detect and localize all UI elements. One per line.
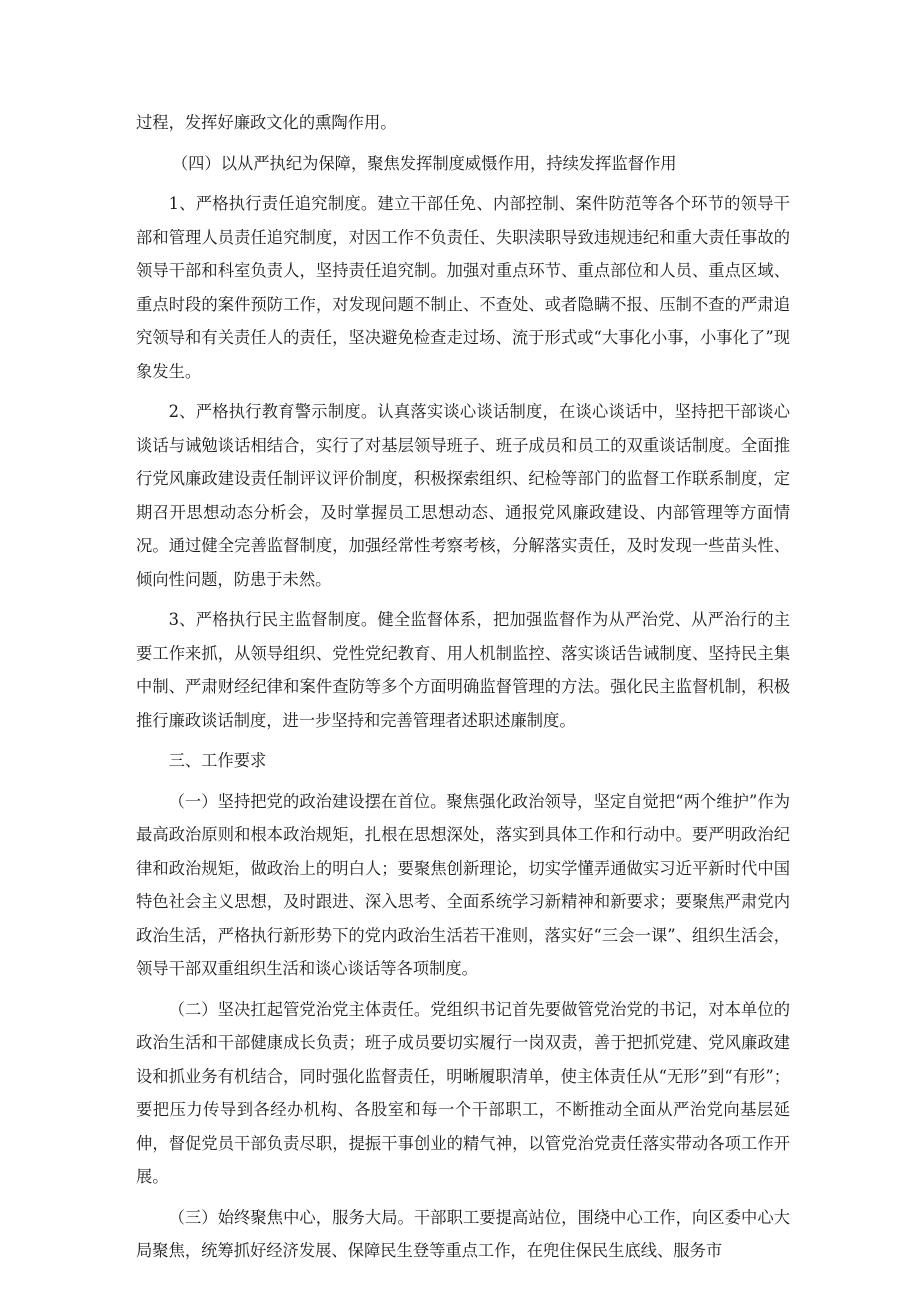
section-heading-3: 三、工作要求	[168, 751, 267, 770]
paragraph-continuation: 过程，发挥好廉政文化的熏陶作用。	[136, 113, 397, 132]
paragraph-requirement-3: （三）始终聚焦中心，服务大局。干部职工要提高站位，围绕中心工作，向区委中心大局聚焦，统筹抓好经济发展、保障民生登等重点工作，在兜住保民生底线、服务市	[136, 1207, 790, 1260]
document-body	[136, 106, 790, 1268]
paragraph-requirement-1: （一）坚持把党的政治建设摆在首位。聚焦强化政治领导，坚定自觉把“两个维护”作为最高政治原则和根本政治规矩，扎根在思想深处，落实到具体工作和行动中。要严明政治纪律和政治规矩，做政治上的明白人；要聚焦创新理论，切实学懂弄通做实习近平新时代中国特色社会主义思想，及时跟进、深入思考、全面系统学习新精神和新要求；要聚焦严肃党内政治生活，严格执行新形势下的党内政治生活若干准则，落实好“三会一课”、组织生活会，领导干部双重组织生活和谈心谈话等各项制度。	[136, 791, 790, 978]
paragraph-item-3: 3、严格执行民主监督制度。健全监督体系，把加强监督作为从严治党、从严治行的主要工作来抓，从领导组织、党性党纪教育、用人机制监控、落实谈话告诫制度、坚持民主集中制、严肃财经纪律和案件查防等多个方面明确监督管理的方法。强化民主监督机制，积极推行廉政谈话制度，进一步坚持和完善管理者述职述廉制度。	[136, 610, 790, 730]
paragraph-requirement-2: （二）坚决扛起管党治党主体责任。党组织书记首先要做管党治党的书记，对本单位的政治生活和干部健康成长负责；班子成员要切实履行一岗双责，善于把抓党建、党风廉政建设和抓业务有机结合，同时强化监督责任，明晰履职清单，使主体责任从“无形”到“有形”；要把压力传导到各经办机构、各股室和每一个干部职工，不断推动全面从严治党向基层延伸，督促党员干部负责尽职，提振干事创业的精气神，以管党治党责任落实带动各项工作开展。	[136, 999, 790, 1186]
paragraph-item-2: 2、严格执行教育警示制度。认真落实谈心谈话制度，在谈心谈话中，坚持把干部谈心谈话与诫勉谈话相结合，实行了对基层领导班子、班子成员和员工的双重谈话制度。全面推行党风廉政建设责任制评议评价制度，积极探索组织、纪检等部门的监督工作联系制度，定期召开思想动态分析会，及时掌握员工思想动态、通报党风廉政建设、内部管理等方面情况。通过健全完善监督制度，加强经常性考察考核，分解落实责任，及时发现一些苗头性、倾向性问题，防患于未然。	[136, 402, 790, 589]
subheading-4: （四）以从严执纪为保障，聚焦发挥制度威慑作用，持续发挥监督作用	[171, 153, 677, 173]
paragraph-item-1: 1、严格执行责任追究制度。建立干部任免、内部控制、案件防范等各个环节的领导干部和管理人员责任追究制度，对因工作不负责任、失职渎职导致违规违纪和重大责任事故的领导干部和科室负责人，坚持责任追究制。加强对重点环节、重点部位和人员、重点区域、重点时段的案件预防工作，对发现问题不制止、不查处、或者隐瞒不报、压制不查的严肃追究领导和有关责任人的责任，坚决避免检查走过场、流于形式或“大事化小事，小事化了”现象发生。	[136, 194, 790, 381]
